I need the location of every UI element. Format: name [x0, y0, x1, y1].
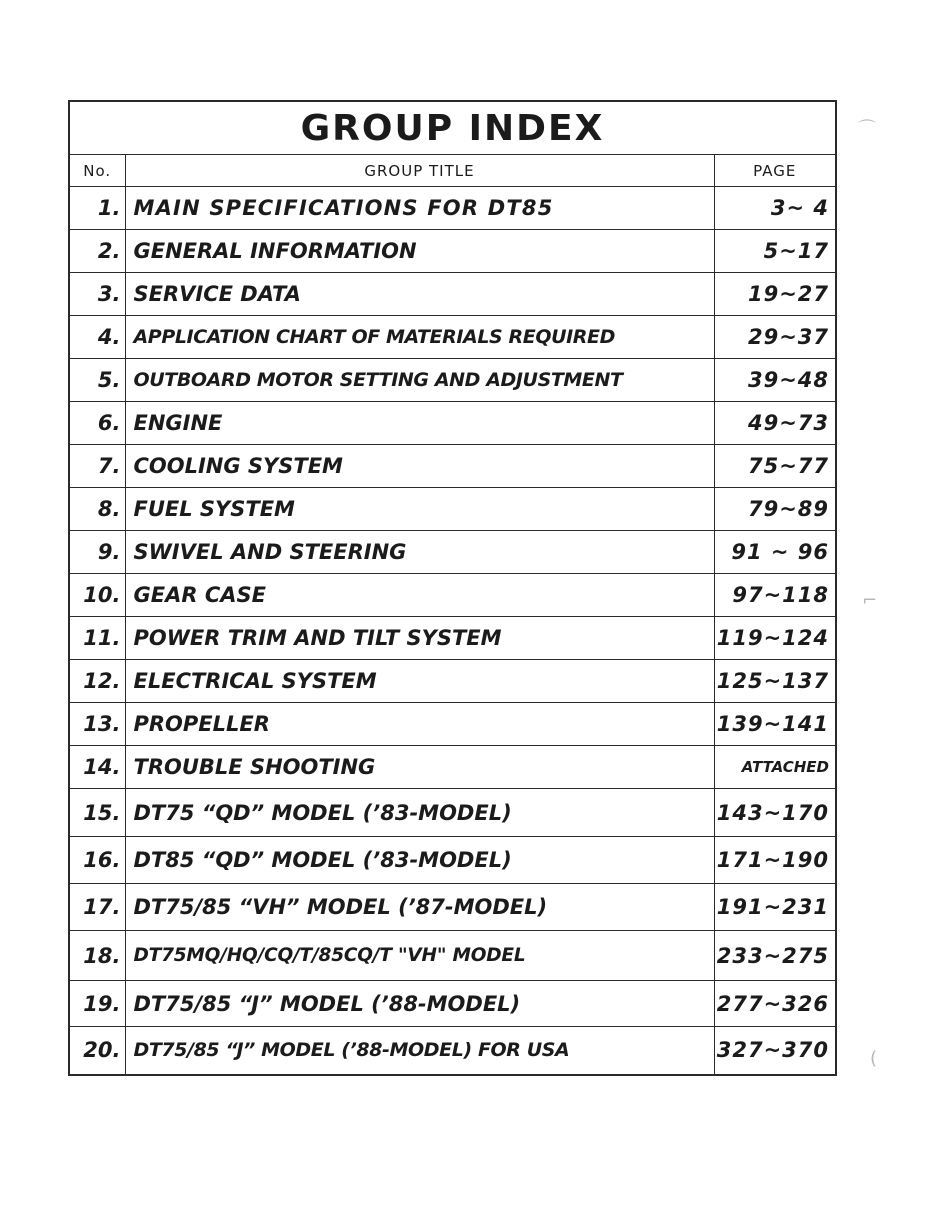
row-number: 19.: [69, 981, 125, 1027]
row-number: 8.: [69, 488, 125, 531]
scan-smudge-decoration: ⌐: [862, 590, 878, 611]
row-page: 39~48: [714, 359, 836, 402]
row-page: 119~124: [714, 617, 836, 660]
row-number: 2.: [69, 230, 125, 273]
row-title: SERVICE DATA: [125, 273, 714, 316]
row-page: 79~89: [714, 488, 836, 531]
row-number: 16.: [69, 837, 125, 884]
table-row: [69, 884, 836, 931]
row-page: 125~137: [714, 660, 836, 703]
row-number: 9.: [69, 531, 125, 574]
table-row: [69, 931, 836, 981]
row-title: MAIN SPECIFICATIONS FOR DT85: [125, 187, 714, 230]
row-page: 29~37: [714, 316, 836, 359]
table-row: [69, 617, 836, 660]
row-title: SWIVEL AND STEERING: [125, 531, 714, 574]
table-row: [69, 660, 836, 703]
row-page: 277~326: [714, 981, 836, 1027]
row-number: 4.: [69, 316, 125, 359]
row-page: 327~370: [714, 1027, 836, 1075]
table-row: [69, 789, 836, 837]
table-row: [69, 981, 836, 1027]
header-page: PAGE: [714, 155, 836, 187]
row-title: COOLING SYSTEM: [125, 445, 714, 488]
row-number: 6.: [69, 402, 125, 445]
table-row: [69, 230, 836, 273]
table-row: [69, 531, 836, 574]
row-title: PROPELLER: [125, 703, 714, 746]
row-number: 12.: [69, 660, 125, 703]
row-page: 233~275: [714, 931, 836, 981]
row-number: 3.: [69, 273, 125, 316]
row-page: 191~231: [714, 884, 836, 931]
row-page: 49~73: [714, 402, 836, 445]
row-page: 171~190: [714, 837, 836, 884]
table-row: [69, 402, 836, 445]
row-title: DT75/85 “J” MODEL (’88-MODEL) FOR USA: [125, 1027, 714, 1075]
row-title: DT75MQ/HQ/CQ/T/85CQ/T "VH" MODEL: [125, 931, 714, 981]
row-title: GENERAL INFORMATION: [125, 230, 714, 273]
table-row: [69, 359, 836, 402]
scan-smudge-decoration: (: [870, 1048, 878, 1069]
row-page: 5~17: [714, 230, 836, 273]
row-number: 18.: [69, 931, 125, 981]
row-number: 11.: [69, 617, 125, 660]
row-page: 75~77: [714, 445, 836, 488]
table-row: [69, 1027, 836, 1075]
row-number: 17.: [69, 884, 125, 931]
header-group-title: GROUP TITLE: [125, 155, 714, 187]
row-page: 3~ 4: [714, 187, 836, 230]
table-row: [69, 574, 836, 617]
table-row: [69, 445, 836, 488]
row-number: 13.: [69, 703, 125, 746]
row-page: 139~141: [714, 703, 836, 746]
row-title: ELECTRICAL SYSTEM: [125, 660, 714, 703]
row-title: DT75/85 “VH” MODEL (’87-MODEL): [125, 884, 714, 931]
row-title: TROUBLE SHOOTING: [125, 746, 714, 789]
page-title: GROUP INDEX: [69, 101, 836, 155]
table-row: [69, 187, 836, 230]
row-number: 20.: [69, 1027, 125, 1075]
row-title: DT75 “QD” MODEL (’83-MODEL): [125, 789, 714, 837]
row-title: ENGINE: [125, 402, 714, 445]
row-page: 143~170: [714, 789, 836, 837]
title-row: [69, 101, 836, 155]
table-row: [69, 837, 836, 884]
row-title: DT85 “QD” MODEL (’83-MODEL): [125, 837, 714, 884]
table-row: [69, 488, 836, 531]
row-title: POWER TRIM AND TILT SYSTEM: [125, 617, 714, 660]
header-row: [69, 155, 836, 187]
row-title: DT75/85 “J” MODEL (’88-MODEL): [125, 981, 714, 1027]
group-index-table: [68, 100, 837, 1076]
table-row: [69, 703, 836, 746]
row-title: FUEL SYSTEM: [125, 488, 714, 531]
header-no: No.: [69, 155, 125, 187]
row-title: GEAR CASE: [125, 574, 714, 617]
scan-smudge-decoration: ⌒: [858, 119, 876, 140]
row-number: 5.: [69, 359, 125, 402]
row-number: 7.: [69, 445, 125, 488]
row-page: 97~118: [714, 574, 836, 617]
row-page: ATTACHED: [714, 746, 836, 789]
row-number: 14.: [69, 746, 125, 789]
row-title: APPLICATION CHART OF MATERIALS REQUIRED: [125, 316, 714, 359]
row-page: 19~27: [714, 273, 836, 316]
table-row: [69, 273, 836, 316]
row-number: 15.: [69, 789, 125, 837]
row-title: OUTBOARD MOTOR SETTING AND ADJUSTMENT: [125, 359, 714, 402]
row-number: 1.: [69, 187, 125, 230]
row-page: 91 ~ 96: [714, 531, 836, 574]
table-row: [69, 746, 836, 789]
row-number: 10.: [69, 574, 125, 617]
table-row: [69, 316, 836, 359]
